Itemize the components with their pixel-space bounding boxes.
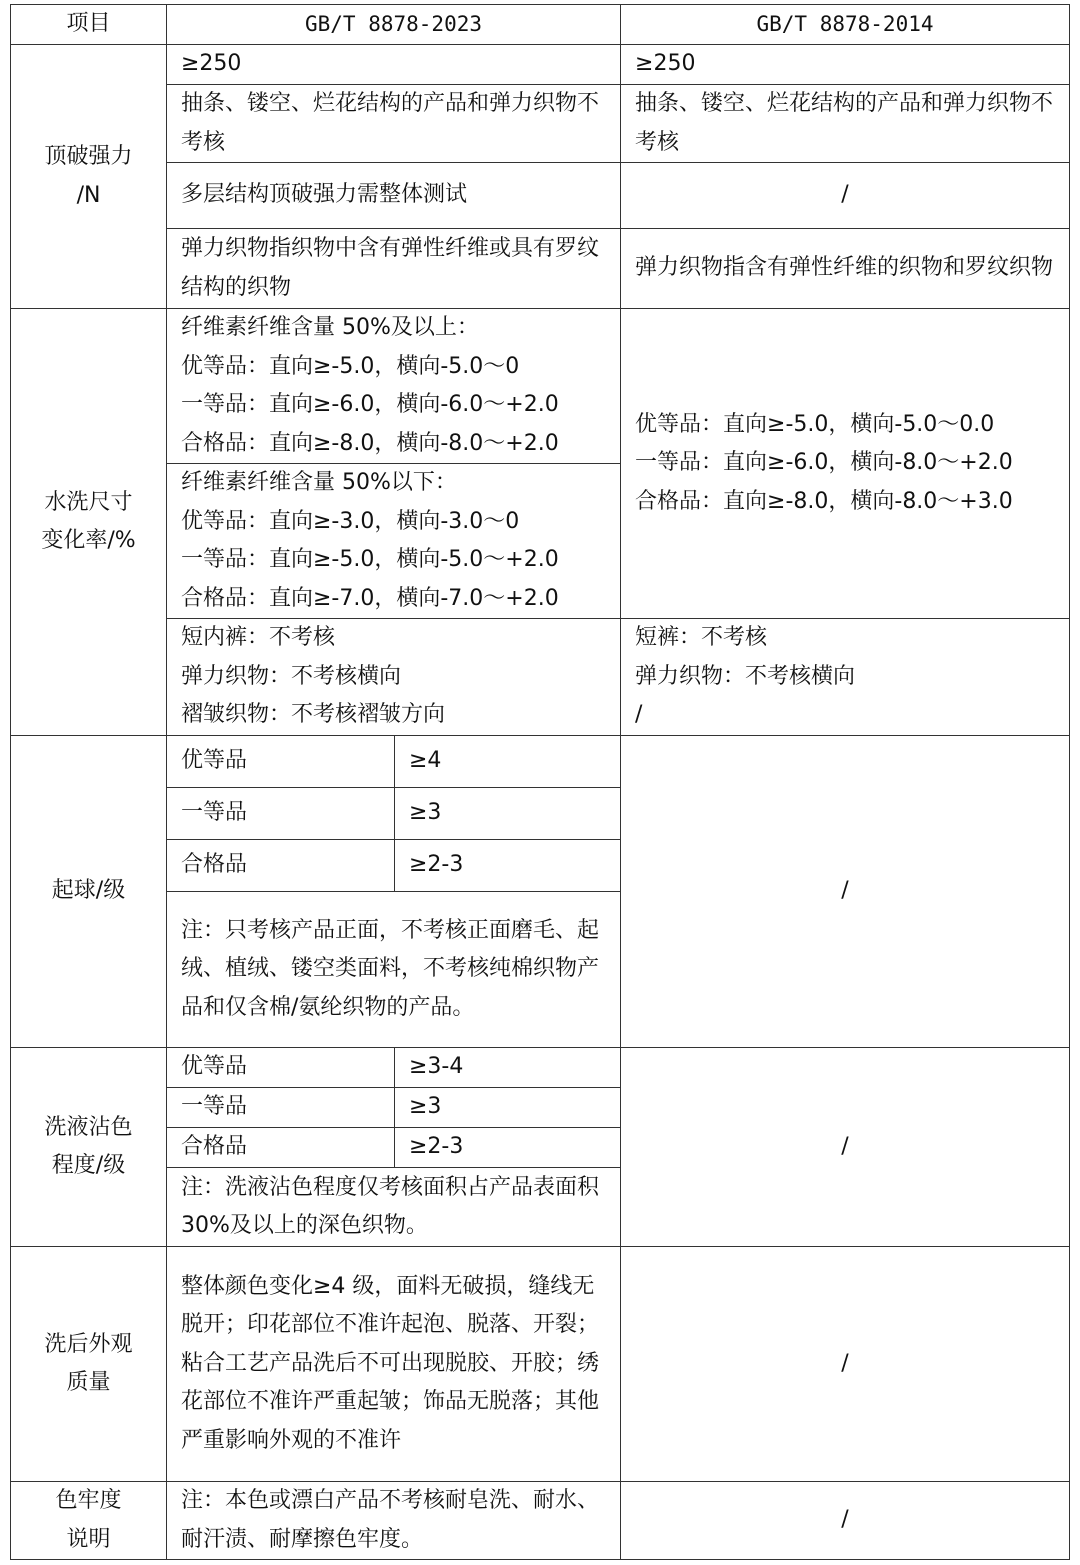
pilling-note: 注：只考核产品正面，不考核正面磨毛、起绒、植绒、镂空类面料，不考核纯棉织物产品和仅含棉/氨纶织物的产品。 [167,892,621,1048]
wash-line: 纤维素纤维含量 50%以下： [181,470,457,495]
appearance-label-line-2: 质量 [66,1370,111,1395]
burst-row-1 [11,45,1070,85]
wash-label [11,309,167,736]
pilling-label: 起球/级 [11,736,167,1048]
pilling-value: ≥2-3 [395,840,621,892]
wash-row-1 [11,309,1070,464]
wash-line: 弹力织物：不考核横向 [181,663,402,689]
burst-2023-multilayer: 多层结构顶破强力需整体测试 [167,163,621,229]
burst-2014-exempt: 抽条、镂空、烂花结构的产品和弹力织物不考核 [621,85,1070,163]
burst-2023-elastic-def: 弹力织物指织物中含有弹性纤维或具有罗纹结构的织物 [167,229,621,309]
stain-label-line-1: 洗液沾色 [44,1114,133,1140]
wash-line: 合格品：直向≥-8.0，横向-8.0～+3.0 [635,488,1013,514]
wash-line: 优等品：直向≥-3.0，横向-3.0～0 [181,508,520,534]
wash-2014-exemptions [621,619,1070,736]
stain-grade: 优等品 [167,1048,395,1088]
wash-line: 合格品：直向≥-8.0，横向-8.0～+2.0 [181,430,559,456]
wash-line: 一等品：直向≥-6.0，横向-6.0～+2.0 [181,392,559,417]
wash-line: 短内裤：不考核 [181,625,336,651]
stain-2014: / [621,1048,1070,1247]
wash-2023-cellulose-low [167,464,621,619]
fastness-label-line-1: 色牢度 [55,1488,122,1513]
burst-2023-value: ≥250 [167,45,621,85]
stain-label [11,1048,167,1247]
burst-label-line-1: 顶破强力 [44,144,133,169]
stain-value: ≥3-4 [395,1048,621,1088]
wash-label-line-1: 水洗尺寸 [44,489,133,515]
standards-comparison-table [10,4,1070,1560]
appearance-2023: 整体颜色变化≥4 级，面料无破损，缝线无脱开；印花部位不准许起泡、脱落、开裂；粘合工艺产品洗后不可出现脱胶、开胶；绣花部位不准许严重起皱；饰品无脱落；其他严重影响外观的不准许 [167,1247,621,1482]
burst-2014-value: ≥250 [621,45,1070,85]
stain-row-1 [11,1048,1070,1088]
pilling-value: ≥4 [395,736,621,788]
burst-row-3 [11,163,1070,229]
wash-line: 褶皱织物：不考核褶皱方向 [181,702,446,728]
burst-label [11,45,167,309]
burst-2023-exempt: 抽条、镂空、烂花结构的产品和弹力织物不考核 [167,85,621,163]
wash-2023-cellulose-high [167,309,621,464]
wash-label-line-2: 变化率/% [41,528,136,553]
wash-line: 短裤：不考核 [635,625,768,651]
pilling-row-1 [11,736,1070,788]
stain-grade: 合格品 [167,1128,395,1168]
wash-line: 优等品：直向≥-5.0，横向-5.0～0.0 [635,411,995,437]
header-std-2014: GB/T 8878-2014 [621,5,1070,45]
appearance-2014: / [621,1247,1070,1482]
burst-row-4 [11,229,1070,309]
appearance-label [11,1247,167,1482]
appearance-label-line-1: 洗后外观 [44,1331,133,1357]
wash-line: 纤维素纤维含量 50%及以上： [181,315,479,340]
wash-2014-grades [621,309,1070,619]
fastness-label [11,1482,167,1560]
header-std-2023: GB/T 8878-2023 [167,5,621,45]
pilling-value: ≥3 [395,788,621,840]
burst-2014-multilayer: / [621,163,1070,229]
burst-label-line-2: /N [76,182,101,208]
header-row [11,5,1070,45]
stain-note: 注：洗液沾色程度仅考核面积占产品表面积 30%及以上的深色织物。 [167,1168,621,1247]
wash-line: / [635,702,643,728]
wash-line: 优等品：直向≥-5.0，横向-5.0～0 [181,353,520,379]
pilling-2014: / [621,736,1070,1048]
stain-label-line-2: 程度/级 [51,1153,126,1178]
stain-grade: 一等品 [167,1088,395,1128]
wash-line: 一等品：直向≥-6.0，横向-8.0～+2.0 [635,450,1013,476]
header-item: 项目 [11,5,167,45]
fastness-2014: / [621,1482,1070,1560]
fastness-row [11,1482,1070,1560]
wash-2023-exemptions [167,619,621,736]
wash-line: 一等品：直向≥-5.0，横向-5.0～+2.0 [181,547,559,572]
burst-row-2 [11,85,1070,163]
stain-value: ≥2-3 [395,1128,621,1168]
fastness-note: 注：本色或漂白产品不考核耐皂洗、耐水、耐汗渍、耐摩擦色牢度。 [167,1482,621,1560]
wash-row-3 [11,619,1070,736]
pilling-grade: 合格品 [167,840,395,892]
wash-line: 合格品：直向≥-7.0，横向-7.0～+2.0 [181,585,559,611]
pilling-grade: 优等品 [167,736,395,788]
appearance-row [11,1247,1070,1482]
pilling-grade: 一等品 [167,788,395,840]
fastness-label-line-2: 说明 [66,1526,111,1552]
burst-2014-elastic-def: 弹力织物指含有弹性纤维的织物和罗纹织物 [621,229,1070,309]
wash-line: 弹力织物：不考核横向 [635,663,856,689]
stain-value: ≥3 [395,1088,621,1128]
